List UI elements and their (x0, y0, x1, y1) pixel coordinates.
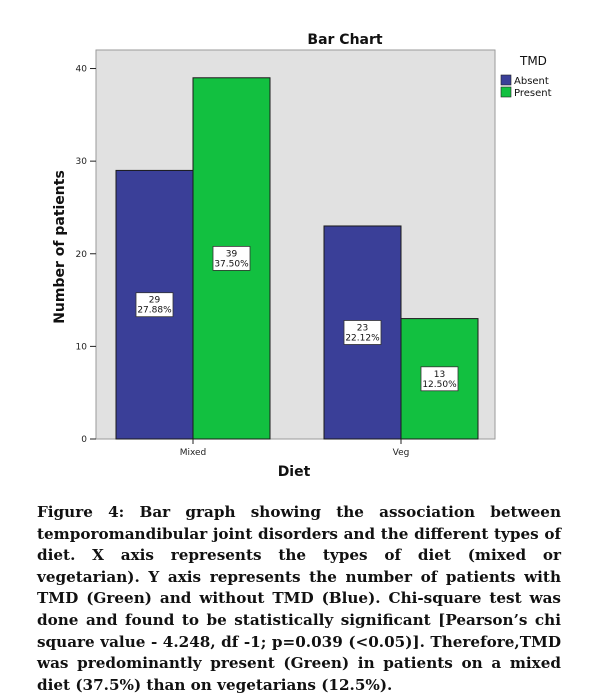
x-tick-label-mixed: Mixed (179, 448, 207, 458)
x-axis-label: Diet (277, 464, 311, 480)
data-label: 23 (356, 323, 369, 334)
chart-title: Bar Chart (307, 32, 383, 48)
legend-swatch-present (501, 87, 511, 97)
legend-swatch-absent (501, 75, 511, 85)
y-tick-label: 40 (75, 64, 87, 75)
data-label: 22.12% (345, 333, 380, 344)
y-axis-label: Number of patients (52, 170, 68, 324)
data-label: 29 (148, 295, 161, 306)
legend-label-present: Present (514, 88, 552, 99)
y-tick-label: 0 (81, 435, 87, 445)
y-tick-label: 10 (75, 342, 87, 353)
legend-label-absent: Absent (514, 76, 549, 87)
x-tick-label-veg: Veg (392, 448, 410, 458)
data-label: 13 (433, 369, 446, 380)
figure-caption: Figure 4: Bar graph showing the association between temporomandibular joint disorders and the different types of diet. X axis represents the types of diet (mixed or vegetarian). Y axis represents the number of patients with TMD (Green) and without TMD (Blue). Chi-square test was done and found to be statistically significant [Pearson’s chi square value - 4.248, df -1; p=0.039 (<0.05)]. Therefore,TMD was predominantly present (Green) in patients on a mixed diet (37.5%) than on vegetarians (12.5%). (37, 503, 561, 694)
y-tick-label: 30 (75, 157, 87, 168)
data-label: 27.88% (137, 305, 172, 316)
legend-title: TMD (520, 54, 547, 68)
data-label: 39 (225, 249, 238, 260)
data-label: 37.50% (214, 259, 249, 270)
y-tick-label: 20 (75, 249, 87, 260)
data-label: 12.50% (422, 379, 457, 390)
legend (501, 54, 552, 99)
